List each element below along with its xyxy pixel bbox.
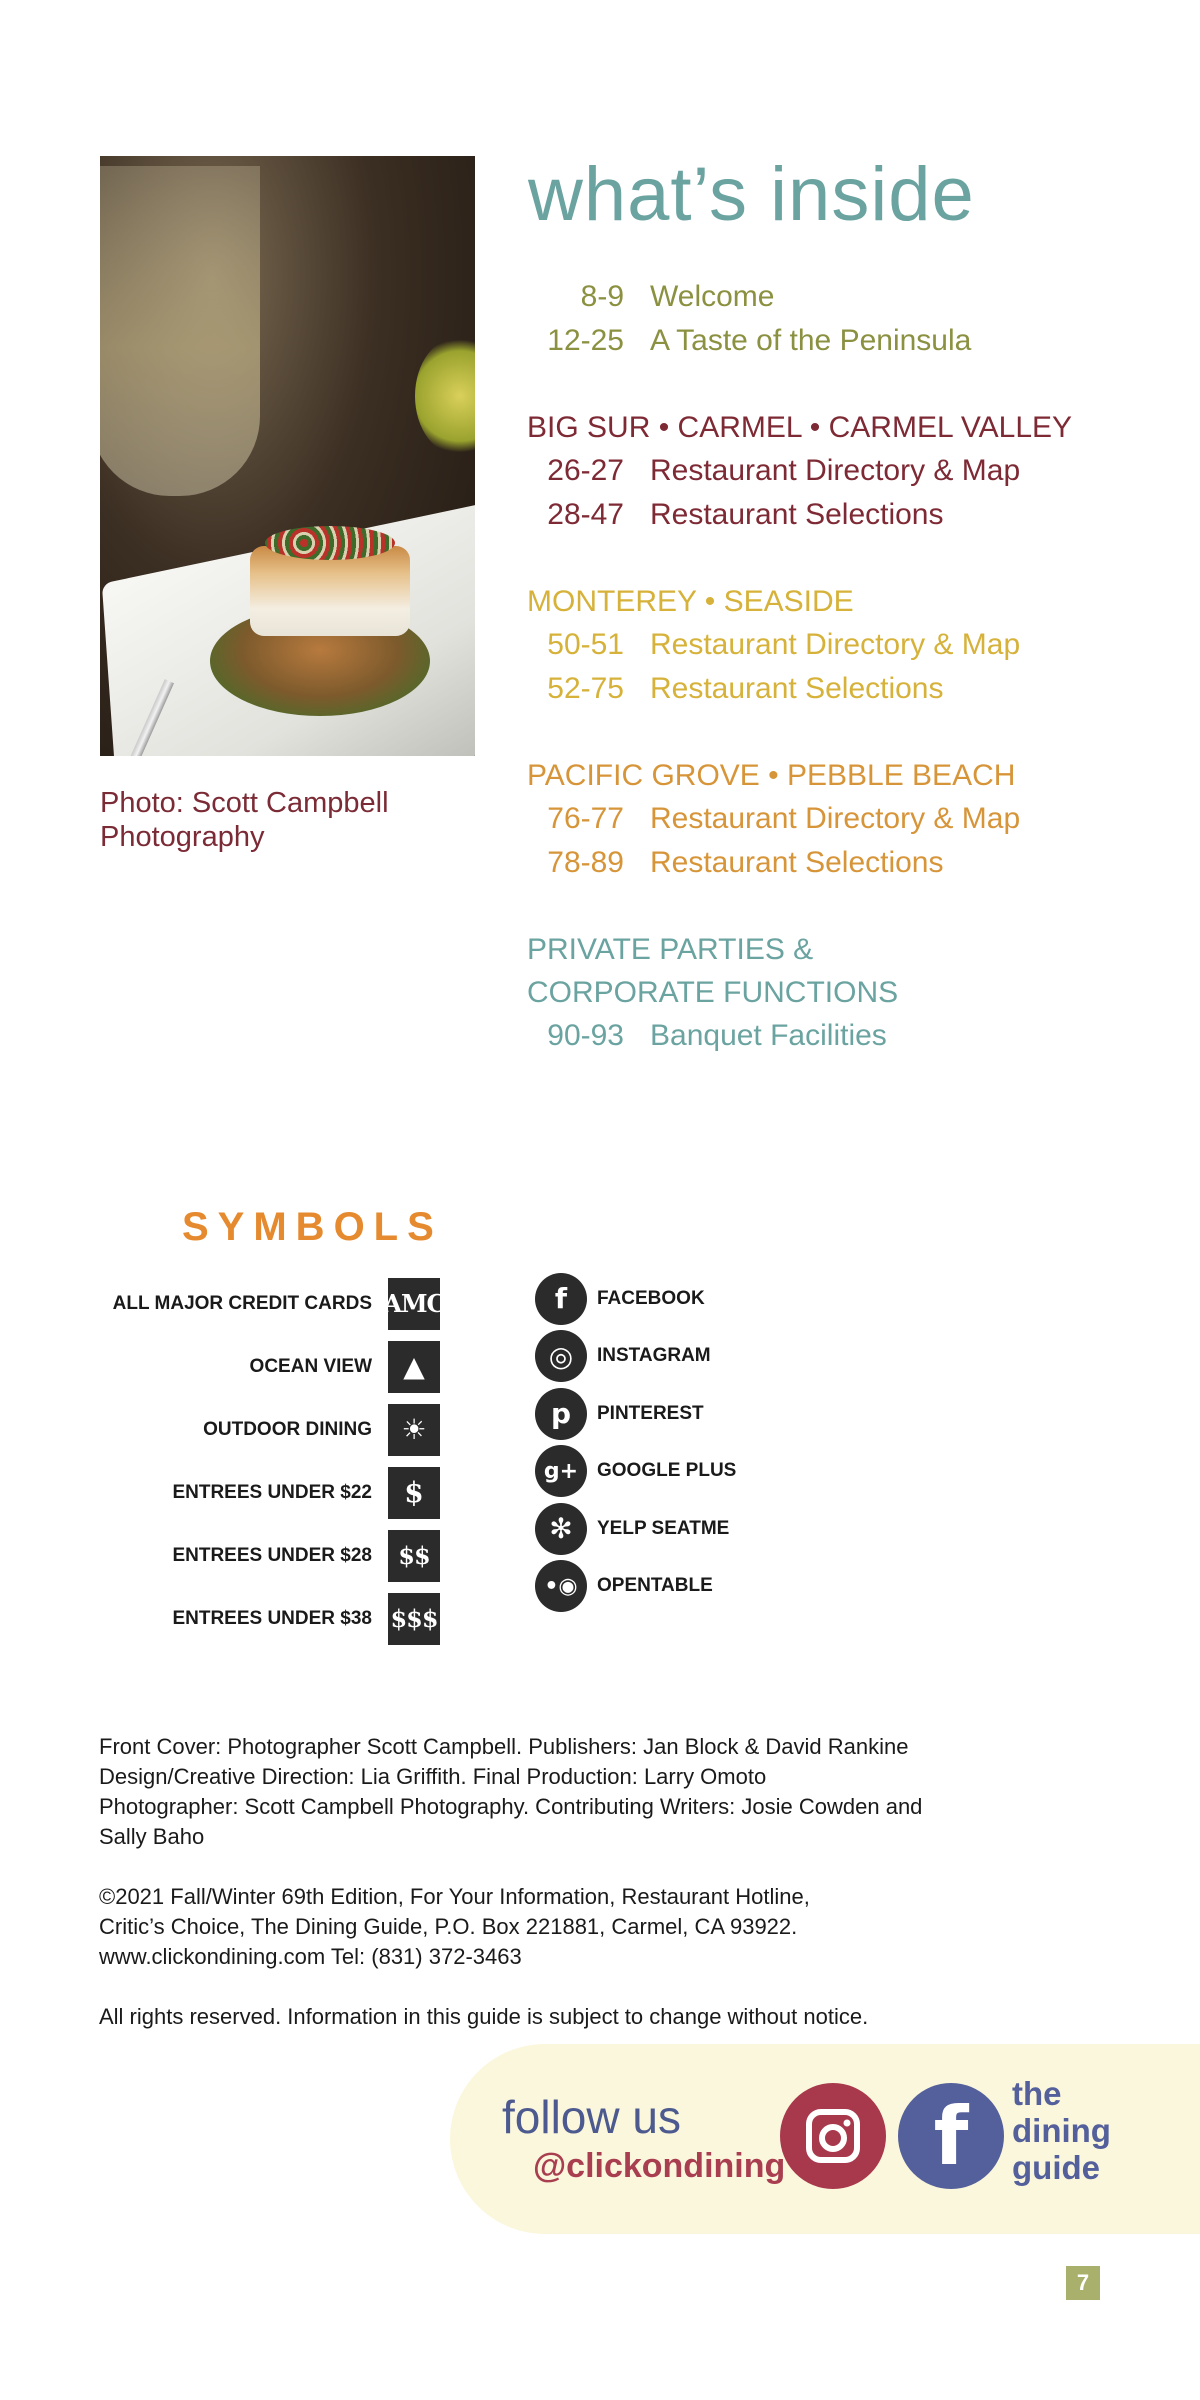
sun-icon: ☀	[388, 1404, 440, 1456]
table-of-contents	[527, 275, 1167, 1101]
copyright-line: www.clickondining.com Tel: (831) 372-3463	[99, 1944, 522, 1969]
social-label: PINTEREST	[597, 1402, 704, 1424]
amenity-item	[40, 1587, 440, 1650]
toc-entry[interactable]	[527, 493, 1167, 537]
toc-entry[interactable]	[527, 797, 1167, 841]
pinterest-icon: p	[535, 1388, 587, 1440]
toc-section-heading: PACIFIC GROVE • PEBBLE BEACH	[527, 759, 1016, 792]
toc-label: Restaurant Directory & Map	[650, 454, 1021, 487]
credits-line: Photographer: Scott Campbell Photography. Contributing Writers: Josie Cowden and	[99, 1794, 923, 1819]
instagram-icon[interactable]	[780, 2083, 886, 2189]
toc-pages: 8-9	[580, 280, 624, 313]
toc-label: Restaurant Selections	[650, 846, 944, 879]
credits-line: Sally Baho	[99, 1824, 205, 1849]
logo-line: the	[1012, 2075, 1062, 2112]
toc-label: A Taste of the Peninsula	[650, 324, 972, 357]
credits-block	[99, 1732, 1059, 2062]
copyright-line: ©2021 Fall/Winter 69th Edition, For Your Information, Restaurant Hotline,	[99, 1884, 810, 1909]
photo-caption: Photo: Scott Campbell Photography	[100, 787, 389, 853]
amenity-item	[40, 1524, 440, 1587]
rights-notice: All rights reserved. Information in this guide is subject to change without notice.	[99, 2004, 869, 2029]
credit-cards-icon: AMC	[388, 1278, 440, 1330]
toc-section-big-sur	[527, 406, 1167, 537]
social-label: GOOGLE PLUS	[597, 1460, 737, 1482]
wine-glass-shape	[100, 166, 260, 496]
toc-label: Restaurant Directory & Map	[650, 628, 1021, 661]
social-label: INSTAGRAM	[597, 1345, 711, 1367]
dollar-icon: $	[388, 1467, 440, 1519]
toc-entry[interactable]	[527, 275, 1167, 319]
social-label: OPENTABLE	[597, 1575, 713, 1597]
toc-entry[interactable]	[527, 449, 1167, 493]
social-item	[535, 1443, 736, 1501]
page-number: 7	[1066, 2266, 1100, 2300]
amenity-label: ENTREES UNDER $28	[172, 1544, 372, 1566]
toc-label: Restaurant Selections	[650, 498, 944, 531]
facebook-icon[interactable]: f	[898, 2083, 1004, 2189]
social-item	[535, 1500, 736, 1558]
triple-dollar-icon: $$$	[388, 1593, 440, 1645]
toc-label: Banquet Facilities	[650, 1019, 887, 1052]
toc-section-heading: PRIVATE PARTIES &	[527, 933, 814, 966]
google-plus-icon: g+	[535, 1445, 587, 1497]
toc-pages: 90-93	[547, 1019, 624, 1052]
toc-pages: 76-77	[547, 802, 624, 835]
page-title: what’s inside	[528, 152, 975, 237]
credits-line: Front Cover: Photographer Scott Campbell. Publishers: Jan Block & David Rankine	[99, 1734, 909, 1759]
opentable-icon: •◉	[535, 1560, 587, 1612]
toc-pages: 28-47	[547, 498, 624, 531]
toc-section-heading: BIG SUR • CARMEL • CARMEL VALLEY	[527, 411, 1073, 444]
logo-line: dining	[1012, 2112, 1111, 2149]
toc-pages: 26-27	[547, 454, 624, 487]
social-label: YELP SEATME	[597, 1517, 730, 1539]
food-photo	[100, 156, 475, 756]
toc-pages: 12-25	[547, 324, 624, 357]
toc-entry[interactable]	[527, 319, 1167, 363]
mountain-icon: ▲	[388, 1341, 440, 1393]
toc-pages: 52-75	[547, 672, 624, 705]
amenity-item	[40, 1272, 445, 1335]
toc-section-intro	[527, 275, 1167, 363]
logo-line: guide	[1012, 2149, 1100, 2186]
social-item	[535, 1558, 736, 1616]
dining-guide-logo	[1012, 2075, 1111, 2186]
toc-entry[interactable]	[527, 1014, 1167, 1058]
toc-section-private-parties	[527, 928, 1167, 1058]
instagram-icon: ◎	[535, 1330, 587, 1382]
toc-pages: 50-51	[547, 628, 624, 661]
flower-shape	[415, 336, 475, 456]
toc-section-monterey	[527, 580, 1167, 711]
toc-label: Restaurant Selections	[650, 672, 944, 705]
follow-us-text: follow us	[502, 2091, 681, 2143]
amenity-item	[40, 1398, 440, 1461]
amenity-label: OCEAN VIEW	[249, 1355, 372, 1377]
social-label: FACEBOOK	[597, 1287, 705, 1309]
amenity-symbol-list	[40, 1272, 445, 1650]
amenity-label: ENTREES UNDER $38	[172, 1607, 372, 1629]
social-item	[535, 1270, 736, 1328]
symbols-heading: SYMBOLS	[182, 1205, 443, 1249]
amenity-label: OUTDOOR DINING	[203, 1418, 372, 1440]
garnish-shape	[265, 526, 395, 560]
amenity-item	[40, 1461, 440, 1524]
toc-label: Welcome	[650, 280, 775, 313]
toc-section-heading: MONTEREY • SEASIDE	[527, 585, 854, 618]
social-item	[535, 1385, 736, 1443]
toc-section-pacific-grove	[527, 754, 1167, 885]
yelp-icon: ✻	[535, 1503, 587, 1555]
copyright-line: Critic’s Choice, The Dining Guide, P.O. Box 221881, Carmel, CA 93922.	[99, 1914, 798, 1939]
toc-entry[interactable]	[527, 667, 1167, 711]
social-handle-link[interactable]: @clickondining	[533, 2147, 786, 2185]
amenity-label: ENTREES UNDER $22	[172, 1481, 372, 1503]
toc-pages: 78-89	[547, 846, 624, 879]
toc-entry[interactable]	[527, 841, 1167, 885]
social-item	[535, 1328, 736, 1386]
double-dollar-icon: $$	[388, 1530, 440, 1582]
toc-entry[interactable]	[527, 623, 1167, 667]
toc-label: Restaurant Directory & Map	[650, 802, 1021, 835]
amenity-label: ALL MAJOR CREDIT CARDS	[112, 1292, 372, 1314]
amenity-item	[40, 1335, 440, 1398]
toc-section-heading: CORPORATE FUNCTIONS	[527, 976, 899, 1009]
facebook-icon: f	[535, 1273, 587, 1325]
social-symbol-list	[535, 1270, 736, 1615]
credits-line: Design/Creative Direction: Lia Griffith. Final Production: Larry Omoto	[99, 1764, 767, 1789]
